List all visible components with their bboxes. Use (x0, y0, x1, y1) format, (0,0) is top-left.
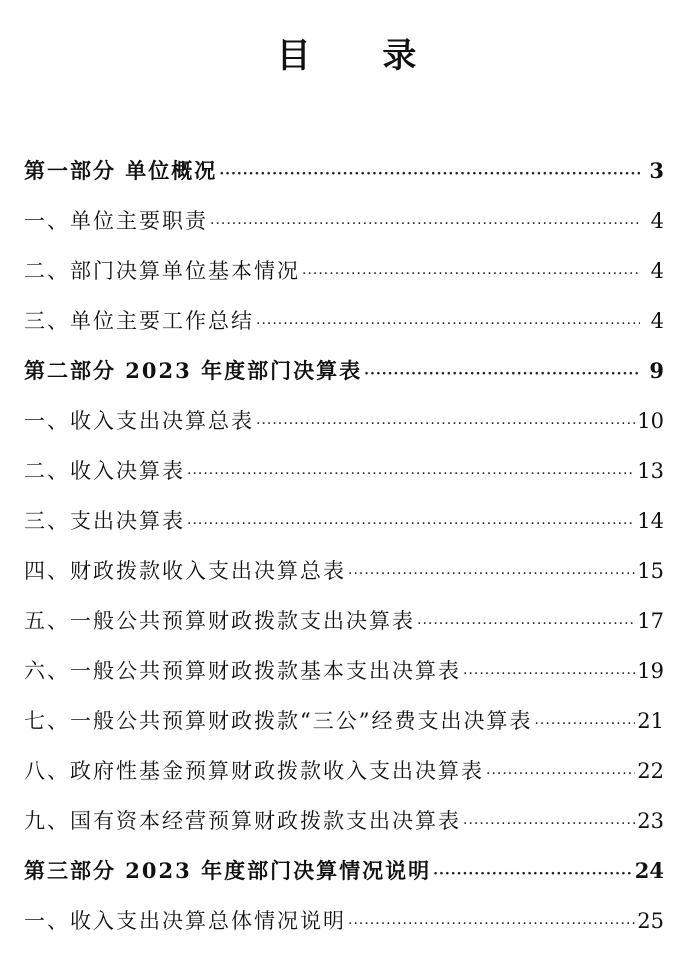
toc-entry[interactable] (24, 446, 664, 496)
toc-entry[interactable] (24, 246, 664, 296)
toc-entry-label: 三、单位主要工作总结 (24, 309, 254, 333)
toc-entry-page: 9 (649, 358, 664, 383)
toc-entry-label: 六、一般公共预算财政拨款基本支出决算表 (24, 659, 461, 683)
toc-leader-dots (348, 899, 635, 949)
toc-entry[interactable] (24, 846, 664, 896)
toc-leader-dots (417, 599, 635, 649)
toc-entry-page: 14 (637, 509, 664, 533)
toc-entry[interactable] (24, 646, 664, 696)
toc-entry-page: 4 (650, 209, 664, 233)
toc-entry-label: 一、收入支出决算总体情况说明 (24, 909, 346, 933)
toc-entry-page: 21 (637, 709, 664, 733)
toc-leader-dots (219, 149, 640, 199)
toc-entry-page: 4 (650, 309, 664, 333)
toc-entry-page: 17 (637, 609, 664, 633)
toc-leader-dots (302, 249, 640, 299)
toc-entry[interactable] (24, 196, 664, 246)
toc-entry[interactable] (24, 346, 664, 396)
toc-entry-page: 25 (637, 909, 664, 933)
toc-entry-label: 九、国有资本经营预算财政拨款支出决算表 (24, 809, 461, 833)
toc-entry-label: 七、一般公共预算财政拨款“三公”经费支出决算表 (24, 709, 533, 733)
toc-leader-dots (463, 649, 635, 699)
toc-entry[interactable] (24, 296, 664, 346)
toc-leader-dots (364, 349, 640, 399)
toc-leader-dots (348, 549, 635, 599)
toc-entry[interactable] (24, 696, 664, 746)
toc-leader-dots (187, 499, 635, 549)
page-title: 目 录 (276, 36, 447, 76)
toc-entry[interactable] (24, 146, 664, 196)
toc-entry[interactable] (24, 396, 664, 446)
toc-entry[interactable] (24, 596, 664, 646)
toc-entry-label: 一、收入支出决算总表 (24, 409, 254, 433)
toc-entry-page: 23 (637, 809, 664, 833)
toc-entry-page: 22 (637, 759, 664, 783)
toc-entry-page: 10 (637, 409, 664, 433)
toc-entry-label: 一、单位主要职责 (24, 209, 208, 233)
toc-leader-dots (256, 399, 635, 449)
toc-entry[interactable] (24, 496, 664, 546)
toc-entry-page: 24 (634, 858, 664, 883)
toc-entry-label: 三、支出决算表 (24, 509, 185, 533)
toc-leader-dots (210, 199, 640, 249)
toc-entry-label: 八、政府性基金预算财政拨款收入支出决算表 (24, 759, 484, 783)
toc-entry-label: 四、财政拨款收入支出决算总表 (24, 559, 346, 583)
toc-entry-page: 3 (649, 158, 664, 183)
toc-leader-dots (534, 699, 635, 749)
toc-entry[interactable] (24, 746, 664, 796)
toc-entry[interactable] (24, 796, 664, 846)
toc-leader-dots (463, 799, 635, 849)
toc-entry-label: 五、一般公共预算财政拨款支出决算表 (24, 609, 415, 633)
toc-entry-page: 15 (637, 559, 664, 583)
table-of-contents (24, 146, 664, 946)
toc-entry-label: 第一部分 单位概况 (24, 158, 218, 183)
toc-leader-dots (433, 849, 633, 899)
toc-leader-dots (486, 749, 635, 799)
toc-entry-label: 第三部分 2023 年度部门决算情况说明 (24, 858, 432, 883)
toc-entry-page: 13 (637, 459, 664, 483)
toc-entry[interactable] (24, 546, 664, 596)
toc-leader-dots (187, 449, 635, 499)
toc-entry-page: 19 (637, 659, 664, 683)
toc-entry-label: 二、收入决算表 (24, 459, 185, 483)
toc-entry-label: 二、部门决算单位基本情况 (24, 259, 300, 283)
toc-leader-dots (256, 299, 640, 349)
toc-entry-page: 4 (650, 259, 664, 283)
toc-entry-label: 第二部分 2023 年度部门决算表 (24, 358, 363, 383)
toc-entry[interactable] (24, 896, 664, 946)
